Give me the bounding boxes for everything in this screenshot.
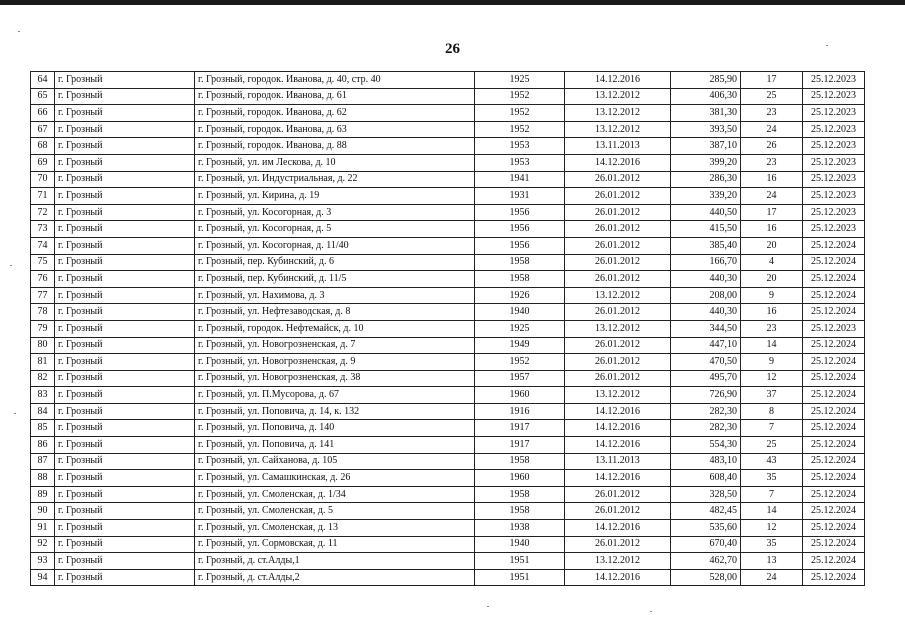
plan-date-cell: 25.12.2024	[803, 337, 865, 354]
plan-date-cell: 25.12.2023	[803, 204, 865, 221]
plan-date-cell: 25.12.2024	[803, 503, 865, 520]
table-row	[31, 370, 865, 387]
address-cell: г. Грозный, д. ст.Алды,1	[195, 553, 475, 570]
table-row	[31, 254, 865, 271]
table-row	[31, 503, 865, 520]
address-cell: г. Грозный, городок. Нефтемайск, д. 10	[195, 320, 475, 337]
address-cell: г. Грозный, ул. Косогорная, д. 11/40	[195, 237, 475, 254]
city-cell: г. Грозный	[55, 304, 195, 321]
table-row	[31, 121, 865, 138]
area-cell: 166,70	[671, 254, 741, 271]
year-cell: 1917	[475, 437, 565, 454]
plan-date-cell: 25.12.2024	[803, 536, 865, 553]
table-row	[31, 403, 865, 420]
city-cell: г. Грозный	[55, 121, 195, 138]
year-cell: 1958	[475, 503, 565, 520]
city-cell: г. Грозный	[55, 171, 195, 188]
year-cell: 1951	[475, 553, 565, 570]
count-cell: 20	[741, 237, 803, 254]
date-cell: 14.12.2016	[565, 470, 671, 487]
row-number: 70	[31, 171, 55, 188]
date-cell: 13.12.2012	[565, 553, 671, 570]
table-row	[31, 271, 865, 288]
city-cell: г. Грозный	[55, 237, 195, 254]
area-cell: 495,70	[671, 370, 741, 387]
year-cell: 1941	[475, 171, 565, 188]
city-cell: г. Грозный	[55, 470, 195, 487]
count-cell: 24	[741, 569, 803, 586]
year-cell: 1952	[475, 105, 565, 122]
area-cell: 554,30	[671, 437, 741, 454]
city-cell: г. Грозный	[55, 420, 195, 437]
plan-date-cell: 25.12.2024	[803, 553, 865, 570]
row-number: 78	[31, 304, 55, 321]
count-cell: 12	[741, 520, 803, 537]
city-cell: г. Грозный	[55, 553, 195, 570]
year-cell: 1931	[475, 188, 565, 205]
city-cell: г. Грозный	[55, 271, 195, 288]
row-number: 86	[31, 437, 55, 454]
plan-date-cell: 25.12.2024	[803, 437, 865, 454]
row-number: 91	[31, 520, 55, 537]
address-cell: г. Грозный, ул. Новогрозненская, д. 9	[195, 354, 475, 371]
address-cell: г. Грозный, ул. Нахимова, д. 3	[195, 287, 475, 304]
address-cell: г. Грозный, ул. Косогорная, д. 3	[195, 204, 475, 221]
year-cell: 1953	[475, 154, 565, 171]
table-row	[31, 337, 865, 354]
scan-speck	[14, 413, 16, 414]
plan-date-cell: 25.12.2024	[803, 569, 865, 586]
date-cell: 26.01.2012	[565, 171, 671, 188]
plan-date-cell: 25.12.2024	[803, 453, 865, 470]
city-cell: г. Грозный	[55, 188, 195, 205]
count-cell: 23	[741, 320, 803, 337]
table-row	[31, 569, 865, 586]
row-number: 93	[31, 553, 55, 570]
table-row	[31, 138, 865, 155]
scan-speck	[826, 45, 828, 46]
count-cell: 25	[741, 88, 803, 105]
row-number: 80	[31, 337, 55, 354]
area-cell: 415,50	[671, 221, 741, 238]
table-row	[31, 437, 865, 454]
address-cell: г. Грозный, городок. Иванова, д. 62	[195, 105, 475, 122]
city-cell: г. Грозный	[55, 88, 195, 105]
row-number: 76	[31, 271, 55, 288]
plan-date-cell: 25.12.2023	[803, 154, 865, 171]
date-cell: 14.12.2016	[565, 154, 671, 171]
area-cell: 344,50	[671, 320, 741, 337]
table-row	[31, 287, 865, 304]
table-row	[31, 420, 865, 437]
table-row	[31, 536, 865, 553]
table-row	[31, 88, 865, 105]
date-cell: 26.01.2012	[565, 304, 671, 321]
year-cell: 1956	[475, 204, 565, 221]
address-cell: г. Грозный, ул. Сормовская, д. 11	[195, 536, 475, 553]
date-cell: 26.01.2012	[565, 221, 671, 238]
city-cell: г. Грозный	[55, 536, 195, 553]
city-cell: г. Грозный	[55, 403, 195, 420]
address-cell: г. Грозный, ул. Нефтезаводская, д. 8	[195, 304, 475, 321]
plan-date-cell: 25.12.2024	[803, 287, 865, 304]
page-number: 26	[445, 41, 460, 57]
table-row	[31, 171, 865, 188]
year-cell: 1958	[475, 453, 565, 470]
row-number: 85	[31, 420, 55, 437]
count-cell: 14	[741, 337, 803, 354]
year-cell: 1958	[475, 486, 565, 503]
row-number: 67	[31, 121, 55, 138]
row-number: 75	[31, 254, 55, 271]
count-cell: 9	[741, 354, 803, 371]
area-cell: 381,30	[671, 105, 741, 122]
count-cell: 12	[741, 370, 803, 387]
count-cell: 43	[741, 453, 803, 470]
year-cell: 1917	[475, 420, 565, 437]
year-cell: 1940	[475, 304, 565, 321]
year-cell: 1925	[475, 72, 565, 89]
plan-date-cell: 25.12.2024	[803, 470, 865, 487]
address-cell: г. Грозный, городок. Иванова, д. 88	[195, 138, 475, 155]
row-number: 81	[31, 354, 55, 371]
count-cell: 24	[741, 121, 803, 138]
address-cell: г. Грозный, городок. Иванова, д. 40, стр. 40	[195, 72, 475, 89]
plan-date-cell: 25.12.2023	[803, 88, 865, 105]
row-number: 65	[31, 88, 55, 105]
count-cell: 23	[741, 154, 803, 171]
count-cell: 9	[741, 287, 803, 304]
plan-date-cell: 25.12.2024	[803, 254, 865, 271]
count-cell: 37	[741, 387, 803, 404]
count-cell: 7	[741, 420, 803, 437]
row-number: 66	[31, 105, 55, 122]
scan-top-border	[0, 0, 905, 5]
address-cell: г. Грозный, ул. Косогорная, д. 5	[195, 221, 475, 238]
scan-speck	[18, 31, 20, 32]
area-cell: 282,30	[671, 420, 741, 437]
date-cell: 26.01.2012	[565, 370, 671, 387]
address-cell: г. Грозный, городок. Иванова, д. 61	[195, 88, 475, 105]
area-cell: 339,20	[671, 188, 741, 205]
city-cell: г. Грозный	[55, 520, 195, 537]
row-number: 92	[31, 536, 55, 553]
address-cell: г. Грозный, пер. Кубинский, д. 6	[195, 254, 475, 271]
scan-speck	[650, 611, 652, 612]
area-cell: 670,40	[671, 536, 741, 553]
row-number: 90	[31, 503, 55, 520]
date-cell: 13.12.2012	[565, 88, 671, 105]
address-cell: г. Грозный, ул. Смоленская, д. 1/34	[195, 486, 475, 503]
area-cell: 406,30	[671, 88, 741, 105]
address-cell: г. Грозный, ул. Поповича, д. 14, к. 132	[195, 403, 475, 420]
row-number: 84	[31, 403, 55, 420]
table-row	[31, 105, 865, 122]
year-cell: 1952	[475, 121, 565, 138]
city-cell: г. Грозный	[55, 254, 195, 271]
area-cell: 462,70	[671, 553, 741, 570]
row-number: 68	[31, 138, 55, 155]
city-cell: г. Грозный	[55, 437, 195, 454]
housing-registry-table	[30, 71, 865, 586]
city-cell: г. Грозный	[55, 569, 195, 586]
area-cell: 440,30	[671, 304, 741, 321]
count-cell: 16	[741, 221, 803, 238]
city-cell: г. Грозный	[55, 138, 195, 155]
address-cell: г. Грозный, ул. Кирина, д. 19	[195, 188, 475, 205]
area-cell: 535,60	[671, 520, 741, 537]
city-cell: г. Грозный	[55, 503, 195, 520]
plan-date-cell: 25.12.2023	[803, 105, 865, 122]
plan-date-cell: 25.12.2023	[803, 320, 865, 337]
table-row	[31, 453, 865, 470]
plan-date-cell: 25.12.2024	[803, 486, 865, 503]
city-cell: г. Грозный	[55, 72, 195, 89]
city-cell: г. Грозный	[55, 154, 195, 171]
count-cell: 14	[741, 503, 803, 520]
address-cell: г. Грозный, пер. Кубинский, д. 11/5	[195, 271, 475, 288]
row-number: 89	[31, 486, 55, 503]
area-cell: 608,40	[671, 470, 741, 487]
count-cell: 13	[741, 553, 803, 570]
area-cell: 440,30	[671, 271, 741, 288]
year-cell: 1951	[475, 569, 565, 586]
date-cell: 14.12.2016	[565, 72, 671, 89]
plan-date-cell: 25.12.2023	[803, 72, 865, 89]
area-cell: 387,10	[671, 138, 741, 155]
city-cell: г. Грозный	[55, 204, 195, 221]
date-cell: 13.12.2012	[565, 121, 671, 138]
row-number: 83	[31, 387, 55, 404]
table-row	[31, 520, 865, 537]
date-cell: 26.01.2012	[565, 188, 671, 205]
plan-date-cell: 25.12.2024	[803, 304, 865, 321]
city-cell: г. Грозный	[55, 105, 195, 122]
row-number: 72	[31, 204, 55, 221]
date-cell: 26.01.2012	[565, 271, 671, 288]
address-cell: г. Грозный, ул. П.Мусорова, д. 67	[195, 387, 475, 404]
row-number: 71	[31, 188, 55, 205]
city-cell: г. Грозный	[55, 387, 195, 404]
date-cell: 26.01.2012	[565, 486, 671, 503]
count-cell: 16	[741, 304, 803, 321]
area-cell: 447,10	[671, 337, 741, 354]
address-cell: г. Грозный, ул. Поповича, д. 140	[195, 420, 475, 437]
date-cell: 26.01.2012	[565, 237, 671, 254]
area-cell: 208,00	[671, 287, 741, 304]
area-cell: 482,45	[671, 503, 741, 520]
address-cell: г. Грозный, д. ст.Алды,2	[195, 569, 475, 586]
date-cell: 14.12.2016	[565, 437, 671, 454]
count-cell: 35	[741, 470, 803, 487]
date-cell: 13.12.2012	[565, 320, 671, 337]
year-cell: 1926	[475, 287, 565, 304]
count-cell: 25	[741, 437, 803, 454]
address-cell: г. Грозный, ул. Сайханова, д. 105	[195, 453, 475, 470]
row-number: 64	[31, 72, 55, 89]
area-cell: 282,30	[671, 403, 741, 420]
date-cell: 14.12.2016	[565, 569, 671, 586]
count-cell: 8	[741, 403, 803, 420]
city-cell: г. Грозный	[55, 453, 195, 470]
count-cell: 24	[741, 188, 803, 205]
row-number: 69	[31, 154, 55, 171]
plan-date-cell: 25.12.2024	[803, 237, 865, 254]
year-cell: 1956	[475, 237, 565, 254]
year-cell: 1925	[475, 320, 565, 337]
area-cell: 440,50	[671, 204, 741, 221]
plan-date-cell: 25.12.2023	[803, 188, 865, 205]
city-cell: г. Грозный	[55, 354, 195, 371]
table-row	[31, 204, 865, 221]
plan-date-cell: 25.12.2024	[803, 520, 865, 537]
table-row	[31, 304, 865, 321]
address-cell: г. Грозный, ул. Новогрозненская, д. 7	[195, 337, 475, 354]
table-row	[31, 188, 865, 205]
year-cell: 1957	[475, 370, 565, 387]
city-cell: г. Грозный	[55, 287, 195, 304]
table-row	[31, 387, 865, 404]
area-cell: 328,50	[671, 486, 741, 503]
year-cell: 1940	[475, 536, 565, 553]
plan-date-cell: 25.12.2023	[803, 171, 865, 188]
table-row	[31, 320, 865, 337]
row-number: 87	[31, 453, 55, 470]
area-cell: 470,50	[671, 354, 741, 371]
table-row	[31, 72, 865, 89]
plan-date-cell: 25.12.2023	[803, 221, 865, 238]
address-cell: г. Грозный, городок. Иванова, д. 63	[195, 121, 475, 138]
year-cell: 1916	[475, 403, 565, 420]
city-cell: г. Грозный	[55, 221, 195, 238]
table-row	[31, 354, 865, 371]
row-number: 73	[31, 221, 55, 238]
scan-speck	[10, 265, 12, 266]
plan-date-cell: 25.12.2023	[803, 138, 865, 155]
area-cell: 393,50	[671, 121, 741, 138]
date-cell: 14.12.2016	[565, 420, 671, 437]
scan-speck	[487, 606, 489, 607]
date-cell: 26.01.2012	[565, 337, 671, 354]
area-cell: 528,00	[671, 569, 741, 586]
count-cell: 17	[741, 72, 803, 89]
table-row	[31, 486, 865, 503]
year-cell: 1956	[475, 221, 565, 238]
area-cell: 285,90	[671, 72, 741, 89]
city-cell: г. Грозный	[55, 337, 195, 354]
address-cell: г. Грозный, ул. Индустриальная, д. 22	[195, 171, 475, 188]
year-cell: 1952	[475, 88, 565, 105]
count-cell: 17	[741, 204, 803, 221]
row-number: 77	[31, 287, 55, 304]
plan-date-cell: 25.12.2024	[803, 403, 865, 420]
address-cell: г. Грозный, ул. Поповича, д. 141	[195, 437, 475, 454]
year-cell: 1952	[475, 354, 565, 371]
date-cell: 13.11.2013	[565, 138, 671, 155]
count-cell: 16	[741, 171, 803, 188]
table-row	[31, 221, 865, 238]
year-cell: 1958	[475, 271, 565, 288]
year-cell: 1949	[475, 337, 565, 354]
address-cell: г. Грозный, ул. им Лескова, д. 10	[195, 154, 475, 171]
table-row	[31, 470, 865, 487]
address-cell: г. Грозный, ул. Новогрозненская, д. 38	[195, 370, 475, 387]
year-cell: 1960	[475, 470, 565, 487]
table-row	[31, 237, 865, 254]
address-cell: г. Грозный, ул. Смоленская, д. 5	[195, 503, 475, 520]
plan-date-cell: 25.12.2024	[803, 387, 865, 404]
plan-date-cell: 25.12.2024	[803, 354, 865, 371]
date-cell: 14.12.2016	[565, 403, 671, 420]
date-cell: 13.12.2012	[565, 387, 671, 404]
address-cell: г. Грозный, ул. Самашкинская, д. 26	[195, 470, 475, 487]
plan-date-cell: 25.12.2023	[803, 121, 865, 138]
date-cell: 13.12.2012	[565, 287, 671, 304]
year-cell: 1953	[475, 138, 565, 155]
year-cell: 1958	[475, 254, 565, 271]
row-number: 74	[31, 237, 55, 254]
count-cell: 26	[741, 138, 803, 155]
area-cell: 385,40	[671, 237, 741, 254]
date-cell: 26.01.2012	[565, 354, 671, 371]
plan-date-cell: 25.12.2024	[803, 271, 865, 288]
plan-date-cell: 25.12.2024	[803, 370, 865, 387]
row-number: 79	[31, 320, 55, 337]
date-cell: 13.12.2012	[565, 105, 671, 122]
date-cell: 26.01.2012	[565, 254, 671, 271]
date-cell: 26.01.2012	[565, 536, 671, 553]
date-cell: 13.11.2013	[565, 453, 671, 470]
row-number: 94	[31, 569, 55, 586]
area-cell: 726,90	[671, 387, 741, 404]
table-row	[31, 553, 865, 570]
registry-table-body	[31, 72, 865, 586]
count-cell: 4	[741, 254, 803, 271]
row-number: 88	[31, 470, 55, 487]
area-cell: 286,30	[671, 171, 741, 188]
city-cell: г. Грозный	[55, 320, 195, 337]
city-cell: г. Грозный	[55, 370, 195, 387]
row-number: 82	[31, 370, 55, 387]
date-cell: 14.12.2016	[565, 520, 671, 537]
count-cell: 35	[741, 536, 803, 553]
city-cell: г. Грозный	[55, 486, 195, 503]
plan-date-cell: 25.12.2024	[803, 420, 865, 437]
count-cell: 20	[741, 271, 803, 288]
date-cell: 26.01.2012	[565, 204, 671, 221]
year-cell: 1938	[475, 520, 565, 537]
count-cell: 23	[741, 105, 803, 122]
area-cell: 399,20	[671, 154, 741, 171]
address-cell: г. Грозный, ул. Смоленская, д. 13	[195, 520, 475, 537]
count-cell: 7	[741, 486, 803, 503]
year-cell: 1960	[475, 387, 565, 404]
area-cell: 483,10	[671, 453, 741, 470]
table-row	[31, 154, 865, 171]
date-cell: 26.01.2012	[565, 503, 671, 520]
